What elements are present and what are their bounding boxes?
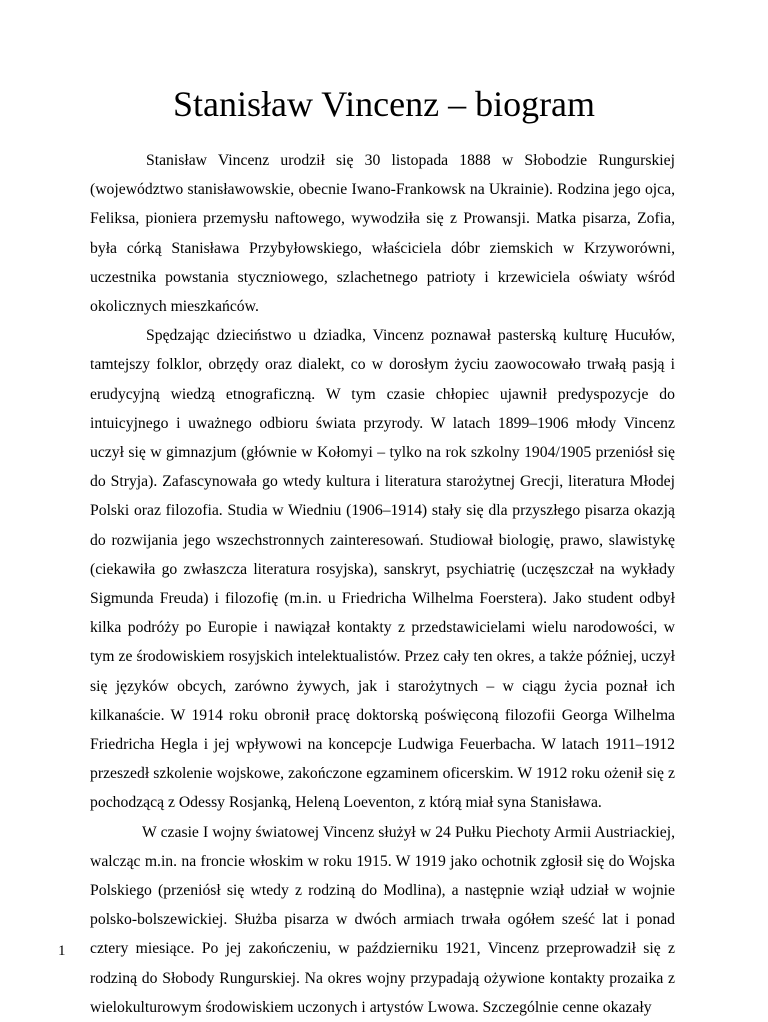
paragraph-2: Spędzając dzieciństwo u dziadka, Vincenz poznawał pasterską kulturę Hucułów, tamtejszy folklor, obrzędy oraz dialekt, co w dorosłym życiu zaowocowało trwałą pasją i erudycyjną wiedzą etnograficzną. W tym czasie chłopiec ujawnił predyspozycje do intuicyjnego i uważnego odbioru świata przyrody. W latach 1899–1906 młody Vincenz uczył się w gimnazjum (głównie w Kołomyi – tylko na rok szkolny 1904/1905 przeniósł się do Stryja). Zafascynowała go wtedy kultura i literatura starożytnej Grecji, literatura Młodej Polski oraz filozofia. Studia w Wiedniu (1906–1914) stały się dla przyszłego pisarza okazją do rozwijania jego wszechstronnych zainteresowań. Studiował biologię, prawo, slawistykę (ciekawiła go zwłaszcza literatura rosyjska), sanskryt, psychiatrię (uczęszczał na wykłady Sigmunda Freuda) i filozofię (m.in. u Friedricha Wilhelma Foerstera). Jako student odbył kilka podróży po Europie i nawiązał kontakty z przedstawicielami wielu narodowości, w tym ze środowiskiem rosyjskich intelektualistów. Przez cały ten okres, a także później, uczył się języków obcych, zarówno żywych, jak i starożytnych – w ciągu życia poznał ich kilkanaście. W 1914 roku obronił pracę doktorską poświęconą filozofii Georga Wilhelma Friedricha Hegla i jej wpływowi na koncepcje Ludwiga Feuerbacha. W latach 1911–1912 przeszedł szkolenie wojskowe, zakończone egzaminem oficerskim. W 1912 roku ożenił się z pochodzącą z Odessy Rosjanką, Heleną Loeventon, z którą miał syna Stanisława. (90, 327, 675, 812)
paragraph-3: W czasie I wojny światowej Vincenz służył w 24 Pułku Piechoty Armii Austriackiej, walcząc m.in. na froncie włoskim w roku 1915. W 1919 jako ochotnik zgłosił się do Wojska Polskiego (przeniósł się wtedy z rodziną do Modlina), a następnie wziął udział w wojnie polsko-bolszewickiej. Służba pisarza w dwóch armiach trwała ogółem sześć lat i ponad cztery miesiące. Po jej zakończeniu, w październiku 1921, Vincenz przeprowadził się z rodziną do Słobody Rungurskiej. Na okres wojny przypadają ożywione kontakty prozaika z wielokulturowym środowiskiem uczonych i artystów Lwowa. Szczególnie cenne okazały (90, 823, 675, 1016)
document-body (90, 146, 675, 1022)
page-title: Stanisław Vincenz – biogram (172, 84, 596, 124)
page-number: 1 (58, 943, 66, 959)
paragraph-1: Stanisław Vincenz urodził się 30 listopada 1888 w Słobodzie Rungurskiej (województwo stanisławowskie, obecnie Iwano-Frankowsk na Ukrainie). Rodzina jego ojca, Feliksa, pioniera przemysłu naftowego, wywodziła się z Prowansji. Matka pisarza, Zofia, była córką Stanisława Przybyłowskiego, właściciela dóbr ziemskich w Krzyworówni, uczestnika powstania styczniowego, szlachetnego patrioty i krzewiciela oświaty wśród okolicznych mieszkańców. (90, 152, 675, 316)
